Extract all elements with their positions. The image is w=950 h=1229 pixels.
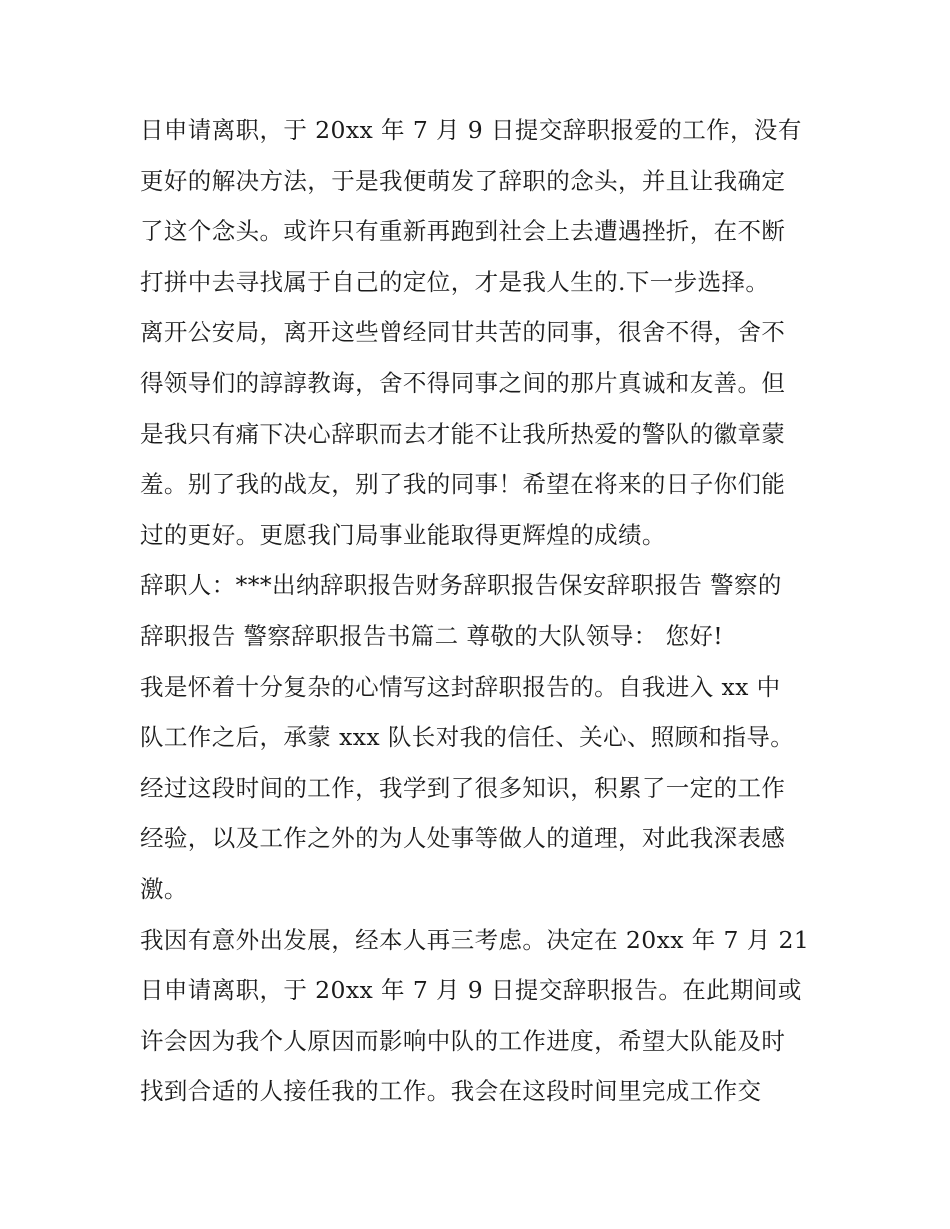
text-line: 更好的解决方法，于是我便萌发了辞职的念头，并且让我确定	[140, 166, 786, 195]
text-line: 辞职报告 警察辞职报告书篇二 尊敬的大队领导： 您好!	[140, 621, 724, 650]
text-line: 辞职人：***出纳辞职报告财务辞职报告保安辞职报告 警察的	[140, 571, 782, 600]
text-line: 经过这段时间的工作，我学到了很多知识，积累了一定的工作	[140, 773, 786, 802]
text-line: 激。	[140, 874, 188, 903]
text-line: 日申请离职，于 20xx 年 7 月 9 日提交辞职报告。在此期间或	[140, 976, 802, 1005]
text-line: 许会因为我个人原因而影响中队的工作进度，希望大队能及时	[140, 1026, 786, 1055]
text-line: 我是怀着十分复杂的心情写这封辞职报告的。自我进入 xx 中	[140, 672, 781, 701]
text-line: 经验，以及工作之外的为人处事等做人的道理，对此我深表感	[140, 824, 786, 853]
text-line: 羞。别了我的战友，别了我的同事！希望在将来的日子你们能	[140, 470, 786, 499]
text-line: 得领导们的諄諄教诲，舍不得同事之间的那片真诚和友善。但	[140, 368, 786, 397]
document-body	[140, 105, 830, 1117]
text-line: 队工作之后，承蒙 xxx 队长对我的信任、关心、照顾和指导。	[140, 723, 795, 752]
text-line: 我因有意外出发展，经本人再三考虑。决定在 20xx 年 7 月 21	[140, 925, 810, 954]
text-line: 过的更好。更愿我门局事业能取得更辉煌的成绩。	[140, 520, 666, 549]
text-line: 离开公安局，离开这些曾经同甘共苦的同事，很舍不得，舍不	[140, 318, 786, 347]
text-line: 是我只有痛下决心辞职而去才能不让我所热爱的警队的徽章蒙	[140, 419, 786, 448]
text-line: 了这个念头。或许只有重新再跑到社会上去遭遇挫折，在不断	[140, 217, 786, 246]
text-line: 找到合适的人接任我的工作。我会在这段时间里完成工作交	[140, 1077, 762, 1106]
text-line: 打拼中去寻找属于自己的定位，才是我人生的.下一步选择。	[140, 267, 770, 296]
text-line: 日申请离职，于 20xx 年 7 月 9 日提交辞职报爱的工作，没有	[140, 116, 802, 144]
